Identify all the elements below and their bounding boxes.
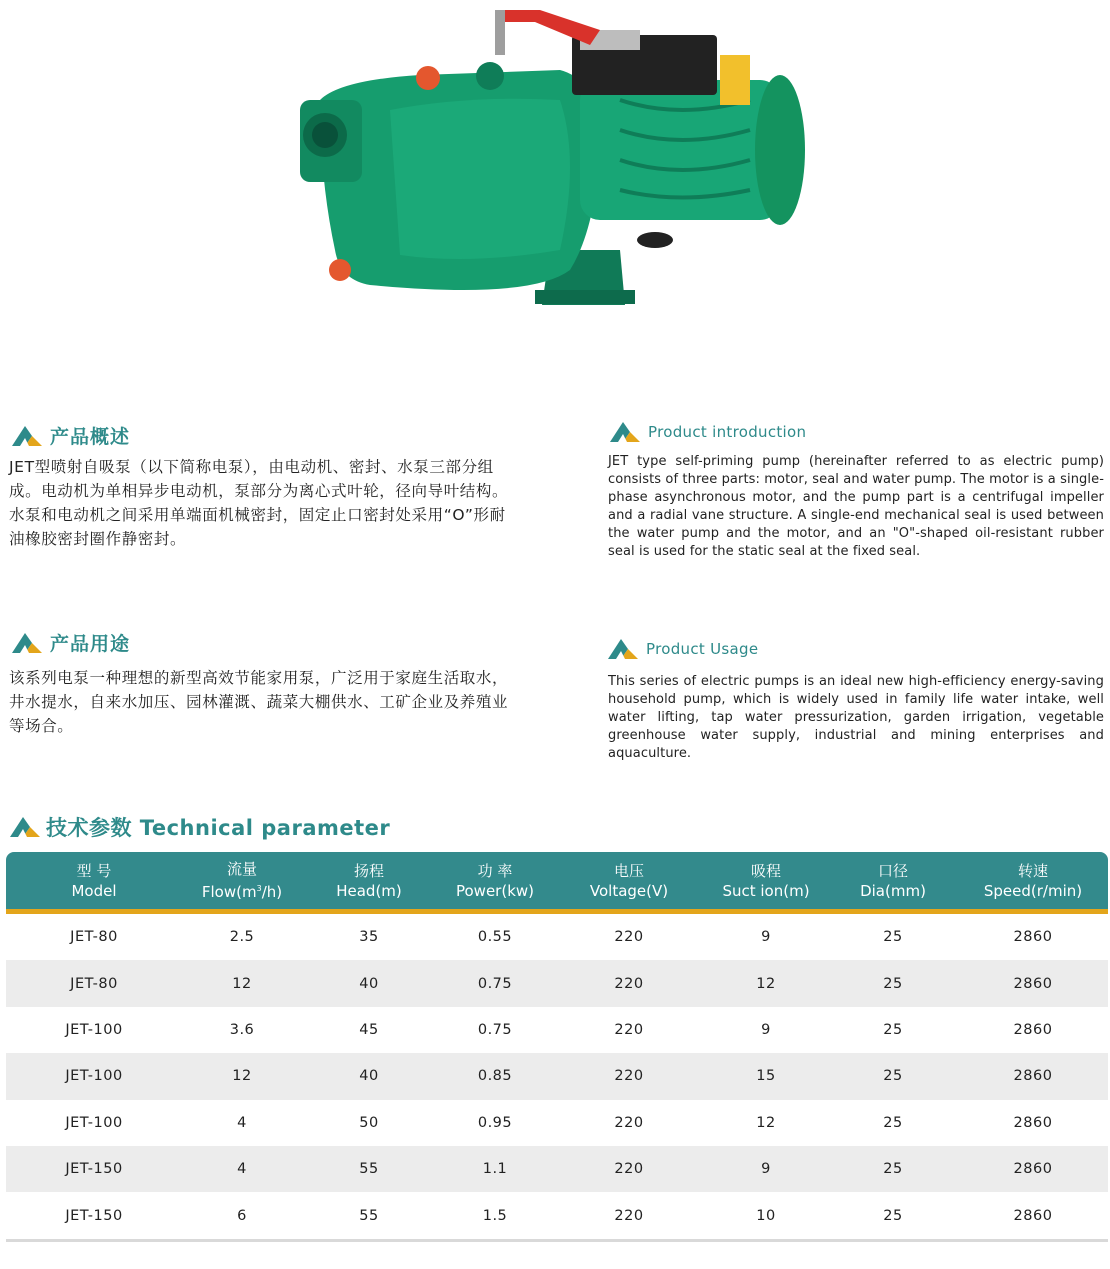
cell-voltage: 220 (614, 1207, 644, 1224)
table-row (6, 1007, 1108, 1053)
cell-power: 0.75 (477, 975, 513, 992)
table-row (6, 1100, 1108, 1146)
cell-model: JET-100 (65, 1068, 123, 1085)
cell-suction: 12 (756, 1114, 776, 1131)
jet-pump-image (280, 0, 820, 310)
usage-en-heading (606, 637, 758, 661)
cell-model: JET-100 (65, 1021, 123, 1038)
tech-title: 技术参数 Technical parameter (46, 816, 391, 840)
cell-speed: 2860 (1013, 975, 1053, 992)
cell-speed: 2860 (1013, 929, 1053, 946)
cell-dia: 25 (883, 1114, 903, 1131)
cell-flow: 2.5 (229, 929, 255, 946)
cell-voltage: 220 (614, 1161, 644, 1178)
table-header (6, 852, 1108, 914)
cell-flow: 4 (237, 1161, 247, 1178)
cell-head: 40 (359, 1068, 379, 1085)
header-model: 型 号 Model (71, 861, 117, 900)
cell-model: JET-80 (70, 929, 118, 946)
cell-model: JET-150 (65, 1161, 123, 1178)
cell-flow: 12 (232, 975, 252, 992)
cell-head: 40 (359, 975, 379, 992)
cell-head: 55 (359, 1207, 379, 1224)
cell-head: 50 (359, 1114, 379, 1131)
cell-head: 55 (359, 1161, 379, 1178)
cell-model: JET-100 (65, 1114, 123, 1131)
cell-suction: 10 (756, 1207, 776, 1224)
cell-suction: 9 (761, 1021, 771, 1038)
cell-power: 0.85 (477, 1068, 513, 1085)
cell-voltage: 220 (614, 929, 644, 946)
intro-en-title: Product introduction (648, 423, 807, 441)
cell-voltage: 220 (614, 1114, 644, 1131)
intro-cn-heading (10, 422, 130, 449)
cell-model: JET-150 (65, 1207, 123, 1224)
cell-speed: 2860 (1013, 1021, 1053, 1038)
usage-en-title: Product Usage (646, 640, 759, 658)
cell-dia: 25 (883, 1207, 903, 1224)
table-bottom-border (6, 1239, 1108, 1242)
cell-dia: 25 (883, 929, 903, 946)
tech-table (6, 852, 1108, 1242)
cell-power: 0.95 (477, 1114, 513, 1131)
table-row (6, 960, 1108, 1006)
brand-logo-icon (8, 815, 42, 839)
usage-cn-title: 产品用途 (50, 633, 131, 655)
intro-cn-text: JET型喷射自吸泵（以下简称电泵），由电动机、密封、水泵三部分组成。电动机为单相异步电动机，泵部分为离心式叶轮，径向导叶结构。水泵和电动机之间采用单端面机械密封，固定止口密封处采用“O”形耐油橡胶密封圈作静密封。 (9, 458, 509, 548)
table-row (6, 1146, 1108, 1192)
cell-dia: 25 (883, 1161, 903, 1178)
cell-flow: 3.6 (229, 1021, 255, 1038)
cell-dia: 25 (883, 1068, 903, 1085)
brand-logo-icon (606, 637, 640, 661)
header-power: 功 率 Power(kw) (455, 861, 534, 900)
intro-en-text: JET type self-priming pump (hereinafter referred to as electric pump) consists of three parts: motor, seal and water pump. The motor is a single-phase asynchronous motor, and the pump part is a centrifugal impeller and a radial vane structure. A single-end mechanical seal is used between the water pump and the motor, and an "O"-shaped oil-resistant rubber seal is used for the static seal at the fixed seal. (608, 454, 1104, 559)
cell-head: 45 (359, 1021, 379, 1038)
usage-cn-text: 该系列电泵一种理想的新型高效节能家用泵，广泛用于家庭生活取水，井水提水，自来水加压、园林灌溉、蔬菜大棚供水、工矿企业及养殖业等场合。 (9, 669, 509, 735)
cell-speed: 2860 (1013, 1114, 1053, 1131)
brand-logo-icon (10, 424, 44, 448)
cell-voltage: 220 (614, 975, 644, 992)
cell-suction: 15 (756, 1068, 776, 1085)
cell-model: JET-80 (70, 975, 118, 992)
brand-logo-icon (10, 631, 44, 655)
intro-cn-title: 产品概述 (50, 426, 131, 448)
cell-flow: 6 (237, 1207, 247, 1224)
cell-speed: 2860 (1013, 1207, 1053, 1224)
intro-en-heading (608, 420, 806, 444)
header-dia: 口径 Dia(mm) (860, 861, 926, 900)
header-flow: 流量 $Flow(m^3/h)$ (201, 860, 283, 901)
cell-suction: 12 (756, 975, 776, 992)
cell-speed: 2860 (1013, 1068, 1053, 1085)
usage-en-text: This series of electric pumps is an ideal new high-efficiency energy-saving household pump, which is widely used in family life water intake, well water lifting, tap water pressurization, garden irrigation, vegetable greenhouse water supply, industrial and mining enterprises and aquaculture. (608, 674, 1104, 761)
brand-logo-icon (608, 420, 642, 444)
header-head: 扬程 Head(m) (336, 861, 402, 900)
table-row (6, 914, 1108, 960)
table-row (6, 1192, 1108, 1238)
cell-dia: 25 (883, 975, 903, 992)
cell-speed: 2860 (1013, 1161, 1053, 1178)
cell-suction: 9 (761, 929, 771, 946)
cell-power: 0.55 (477, 929, 513, 946)
cell-head: 35 (359, 929, 379, 946)
cell-voltage: 220 (614, 1068, 644, 1085)
header-voltage: 电压 Voltage(V) (589, 861, 669, 900)
cell-power: 0.75 (477, 1021, 513, 1038)
tech-heading (8, 812, 390, 842)
header-suction: 吸程 Suct ion(m) (722, 861, 810, 900)
cell-voltage: 220 (614, 1021, 644, 1038)
usage-cn-heading (10, 629, 130, 656)
cell-dia: 25 (883, 1021, 903, 1038)
cell-power: 1.1 (482, 1161, 508, 1178)
cell-suction: 9 (761, 1161, 771, 1178)
cell-flow: 4 (237, 1114, 247, 1131)
cell-flow: 12 (232, 1068, 252, 1085)
header-speed: 转速 Speed(r/min) (983, 861, 1083, 900)
table-row (6, 1053, 1108, 1099)
cell-power: 1.5 (482, 1207, 508, 1224)
